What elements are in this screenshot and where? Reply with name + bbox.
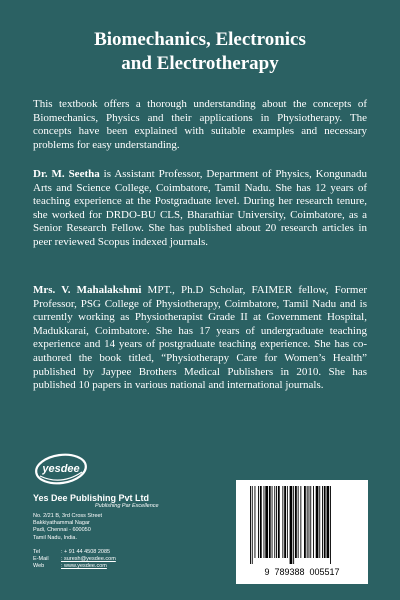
publisher-contact — [33, 549, 116, 571]
yesdee-logo — [34, 452, 88, 486]
book-title — [20, 28, 380, 76]
contact-tel-row — [33, 549, 116, 556]
address-line-3: Padi, Chennai - 600050 — [33, 527, 91, 534]
email-link[interactable]: : suresh@yesdee.com — [61, 556, 116, 563]
isbn-barcode — [236, 480, 368, 584]
contact-email-row — [33, 556, 116, 563]
address-line-2: Bakkiyathammal Nagar — [33, 520, 90, 527]
email-label: E-Mail — [33, 556, 49, 563]
author-bio-text-seetha: is Assistant Professor, Department of Physics, Kongunadu Arts and Science College, Coimbatore, Tamil Nadu. She has 12 years of teaching experience at the Postgraduate level. During her research tenure, she worked for DRDO-BU CLS, Bharathiar University, Coimbatore, as a Senior Research Fellow. She has published about 20 research articles in peer reviewed Scopus indexed journals. — [33, 168, 367, 248]
isbn-digit-group-2: 005517 — [309, 567, 340, 577]
web-link[interactable]: : www.yesdee.com — [61, 563, 107, 570]
tel-label: Tel — [33, 549, 41, 555]
contact-web-row — [33, 563, 116, 570]
title-line-1: Biomechanics, Electronics — [94, 29, 306, 50]
publisher-name: Yes Dee Publishing Pvt Ltd — [33, 493, 150, 503]
title-line-2: and Electrotherapy — [121, 53, 279, 74]
author-bio-seetha — [33, 168, 367, 250]
author-name-mahalakshmi: Mrs. V. Mahalakshmi — [33, 284, 142, 296]
author-bio-mahalakshmi — [33, 284, 367, 393]
author-bio-text-mahalakshmi: MPT., Ph.D Scholar, FAIMER fellow, Former Professor, PSG College of Physiotherapy, Coimbatore, Tamil Nadu and is currently working as Physiotherapist Grade II at Government Hospital, Madukkarai, Coimbatore. She has 17 years of undergraduate teaching experience and 14 years of postgraduate teaching experience. She has co-authored the book titled, “Physiotherapy Care for Women’s Health” published by Jaypee Brothers Medical Publishers in 2010. She has published 10 papers in various national and international journals. — [33, 284, 367, 392]
publisher-address — [33, 513, 102, 542]
author-name-seetha: Dr. M. Seetha — [33, 168, 100, 180]
tel-value: : + 91 44 4508 2085 — [61, 549, 111, 555]
barcode-bars — [250, 486, 362, 564]
logo-wordmark: yesdee — [42, 463, 80, 475]
address-line-4: Tamil Nadu, India. — [33, 534, 78, 541]
web-label: Web — [33, 563, 45, 570]
publisher-tagline: Publishing Par Excellence — [95, 503, 159, 509]
isbn-digit-prefix: 9 — [264, 567, 270, 577]
isbn-digit-group-1: 789388 — [274, 567, 305, 577]
address-line-1: No. 2/21 B, 3rd Cross Street — [33, 513, 103, 519]
book-description: This textbook offers a thorough understanding about the concepts of Biomechanics, Physics and their applications in Physiotherapy. The concepts have been explained with suitable examples and necessary problems for easy understanding. — [33, 98, 367, 151]
isbn-digits — [236, 564, 368, 580]
